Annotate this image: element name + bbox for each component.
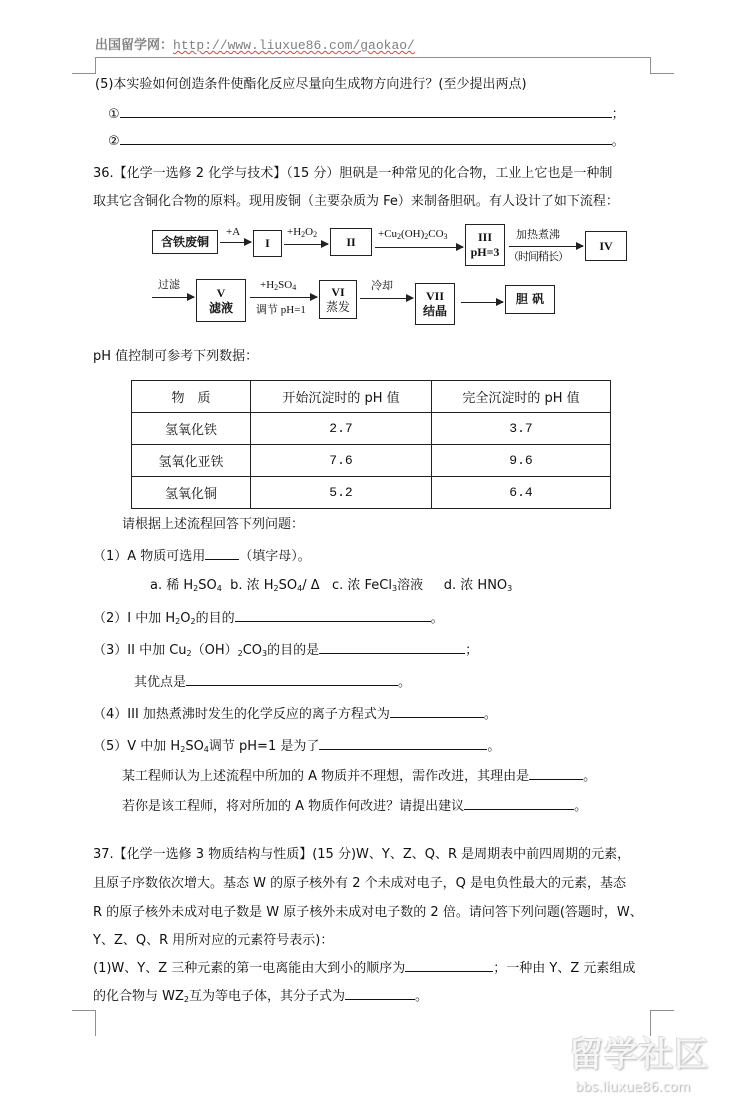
- flow-arrow-2: [284, 244, 328, 245]
- box-label: VII: [425, 289, 444, 303]
- item-marker: ②: [108, 134, 120, 149]
- flow-box-I: [253, 230, 282, 257]
- site-url[interactable]: http://www.liuxue86.com/gaokao/: [173, 38, 415, 53]
- q37-q1b: 的化合物与 $WZ_2$互为等电子体，其分子式为 。: [93, 986, 428, 1006]
- q35-answer-2: [108, 131, 625, 151]
- arrow-label-time: （时间稍长）: [508, 250, 568, 263]
- ph-intro: pH 值控制可参考下列数据：: [93, 349, 259, 364]
- arrow-label-cu2oh2co3: $+Cu_2(OH)_2CO_3$: [378, 228, 448, 241]
- box-label: III: [477, 230, 492, 244]
- answer-blank[interactable]: [390, 704, 484, 718]
- table-row: [132, 413, 611, 445]
- q36-q3b: 其优点是 。: [134, 672, 411, 692]
- q36-prompt: 请根据上述流程回答下列问题：: [122, 517, 305, 532]
- q36-q5b: 某工程师认为上述流程中所加的 A 物质并不理想，需作改进，其理由是 。: [122, 766, 596, 786]
- arrow-label-a: +A: [226, 226, 241, 238]
- flow-box-II: [330, 228, 372, 256]
- corner-mark-tr-h: [650, 73, 674, 74]
- table-header: 开始沉淀时的 pH 值: [251, 381, 432, 413]
- flow-box-III: [465, 224, 505, 266]
- arrow-label-adjust-ph: 调节 pH=1: [256, 304, 306, 316]
- answer-blank[interactable]: [120, 131, 612, 145]
- q37-line1: 37.【化学一选修 3 物质结构与性质】(15 分)W、Y、Z、Q、R 是周期表中前四周期的元素，: [93, 847, 631, 862]
- arrow-label-boil: 加热煮沸: [516, 228, 560, 241]
- arrow-label-cool: 冷却: [371, 279, 393, 292]
- cell-complete-ph: 6.4: [432, 477, 611, 509]
- table-row: [132, 477, 611, 509]
- punct: ；: [611, 107, 625, 122]
- box-label: V: [216, 285, 226, 300]
- box-label: IV: [599, 238, 613, 253]
- flow-box-IV: [585, 231, 627, 261]
- answer-blank[interactable]: [205, 546, 239, 560]
- box-sublabel: 滤液: [208, 300, 233, 315]
- q36-q5: （5）V 中加 $H_2SO_4$调节 pH=1 是为了 。: [93, 736, 500, 756]
- q1-text: （1）A 物质可选用: [93, 549, 206, 564]
- arrow-label-filter: 过滤: [158, 278, 180, 291]
- table-header-row: [132, 381, 611, 413]
- cell-start-ph: 2.7: [251, 413, 432, 445]
- cell-substance: 氢氧化铁: [132, 413, 251, 445]
- answer-blank[interactable]: [345, 986, 415, 1000]
- answer-blank[interactable]: [529, 766, 583, 780]
- table-header: 物 质: [132, 381, 251, 413]
- flow-box-VII: [415, 283, 455, 325]
- box-sublabel: 蒸发: [325, 299, 350, 314]
- q36-q4: （4）III 加热煮沸时发生的化学反应的离子方程式为 。: [93, 704, 497, 724]
- q36-options: [150, 577, 512, 595]
- watermark-logo: [563, 1036, 728, 1100]
- answer-blank[interactable]: [120, 104, 612, 118]
- q35-answer-1: [108, 104, 625, 124]
- corner-mark-tl: [95, 57, 96, 74]
- q36-q2: （2）I 中加 $H_2O_2$的目的 。: [93, 608, 444, 628]
- arrow-label-h2so4: $+H_2SO_4$: [260, 279, 297, 292]
- flow-box-V: [196, 279, 246, 322]
- corner-mark-tr: [650, 57, 651, 74]
- option-d[interactable]: d. 浓 $HNO_3$: [443, 578, 513, 593]
- box-label: I: [265, 236, 270, 250]
- option-b[interactable]: b. 浓 $H_2SO_4/$ Δ: [230, 578, 320, 593]
- table-row: [132, 445, 611, 477]
- q1-text-post: （填字母）。: [239, 549, 311, 564]
- box-label: VI: [331, 284, 345, 299]
- q36-intro-line2: 取其它含铜化合物的原料。现用废铜（主要杂质为 Fe）来制备胆矾。有人设计了如下流程：: [93, 194, 619, 209]
- q37-line4: Y、Z、Q、R 用所对应的元素符号表示)：: [93, 933, 334, 948]
- box-label: 含铁废铜: [160, 234, 209, 249]
- corner-mark-tl-h: [72, 73, 96, 74]
- arrow-label-h2o2: $+H_2O_2$: [287, 226, 318, 239]
- item-marker: ①: [108, 107, 120, 122]
- answer-blank[interactable]: [405, 958, 493, 972]
- corner-mark-bl: [95, 1010, 96, 1036]
- punct: 。: [611, 134, 625, 149]
- flow-arrow-4: [509, 246, 583, 247]
- answer-blank[interactable]: [235, 608, 431, 622]
- q37-q1: (1)W、Y、Z 三种元素的第一电离能由大到小的顺序为 ；一种由 Y、Z 元素组成: [93, 958, 635, 978]
- option-c[interactable]: c. 浓 FeCl$_3$溶液: [332, 578, 424, 593]
- flow-arrow-7: [360, 298, 413, 299]
- flow-box-VI: [319, 280, 357, 319]
- flow-arrow-6: [250, 297, 317, 298]
- cell-substance: 氢氧化亚铁: [132, 445, 251, 477]
- box-label: 胆 矾: [515, 292, 545, 306]
- q36-q5c: 若你是该工程师，将对所加的 A 物质作何改进？请提出建议 。: [122, 796, 587, 816]
- answer-blank[interactable]: [186, 672, 398, 686]
- q36-intro-line1: 36.【化学一选修 2 化学与技术】（15 分）胆矾是一种常见的化合物，工业上它也是一种制: [93, 166, 613, 181]
- flow-box-waste-copper: [152, 230, 218, 254]
- q37-line2: 且原子序数依次增大。基态 W 的原子核外有 2 个未成对电子，Q 是电负性最大的元素，基态: [93, 876, 627, 891]
- watermark-title: 留学社区: [569, 1035, 709, 1075]
- q35-part5-question: (5)本实验如何创造条件使酯化反应尽量向生成物方向进行？(至少提出两点): [95, 77, 527, 92]
- cell-substance: 氢氧化铜: [132, 477, 251, 509]
- answer-blank[interactable]: [464, 796, 574, 810]
- corner-mark-br-h: [650, 1010, 674, 1011]
- flow-arrow-1: [220, 242, 251, 243]
- corner-mark-bl-h: [72, 1010, 96, 1011]
- flow-arrow-8: [461, 302, 503, 303]
- flow-box-product: [505, 285, 555, 314]
- header-rule: [95, 57, 650, 58]
- box-label: II: [346, 234, 356, 249]
- box-sublabel: pH=3: [470, 245, 500, 259]
- q36-q3: （3）II 中加 $Cu_2(OH)_2CO_3$的目的是 ；: [93, 640, 478, 660]
- table-header: 完全沉淀时的 pH 值: [432, 381, 611, 413]
- cell-start-ph: 7.6: [251, 445, 432, 477]
- cell-complete-ph: 9.6: [432, 445, 611, 477]
- q36-q1: [93, 546, 311, 566]
- answer-blank[interactable]: [319, 736, 487, 750]
- cell-start-ph: 5.2: [251, 477, 432, 509]
- box-sublabel: 结晶: [422, 304, 447, 318]
- option-a[interactable]: a. 稀 $H_2SO_4$: [150, 578, 222, 593]
- ph-table: [131, 380, 611, 509]
- page-header: [95, 34, 415, 53]
- q37-line3: R 的原子核外未成对电子数是 W 原子核外未成对电子数的 2 倍。请问答下列问题(答题时，W、: [93, 905, 643, 920]
- flow-arrow-5: [152, 297, 194, 298]
- site-label: 出国留学网：: [95, 38, 174, 53]
- answer-blank[interactable]: [319, 640, 465, 654]
- flow-arrow-3: [375, 247, 463, 248]
- corner-mark-br: [650, 1010, 651, 1036]
- cell-complete-ph: 3.7: [432, 413, 611, 445]
- watermark-url: bbs.liuxue86.com: [575, 1080, 691, 1095]
